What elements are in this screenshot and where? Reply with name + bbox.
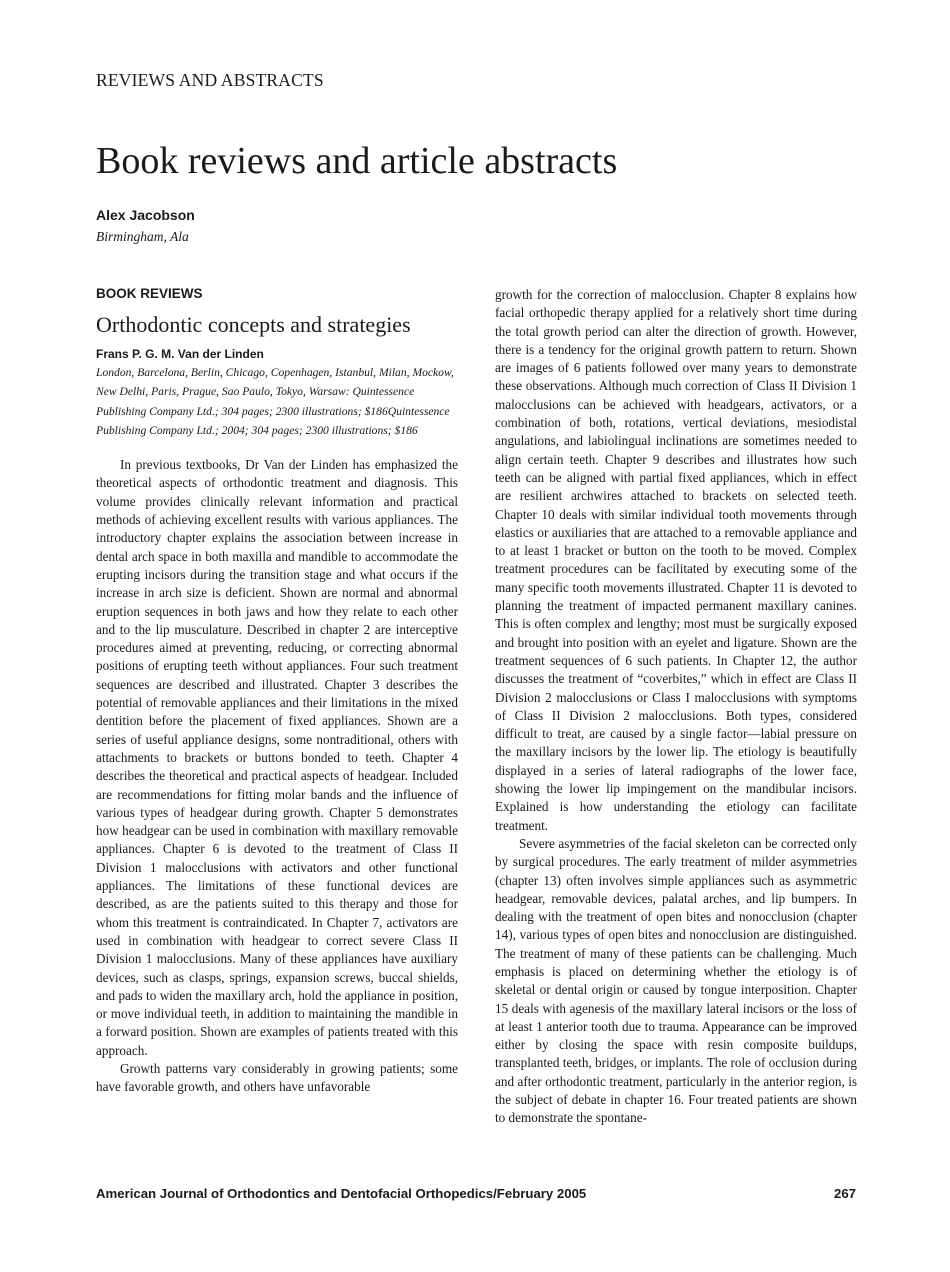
review-paragraph: Growth patterns vary considerably in growing patients; some have favorable growth, and others have unfavorable bbox=[96, 1060, 458, 1095]
right-column bbox=[495, 286, 857, 1128]
review-paragraph: In previous textbooks, Dr Van der Linden has emphasized the theoretical aspects of orthodontic treatment and diagnosis. This volume provides clinically relevant information and practical methods of achieving excellent results with various appliances. The introductory chapter explains the association between increase in dental arch space in both maxilla and mandible to accommodate the erupting incisors during the transition stage and what occurs if the increase in arch size is deficient. Shown are normal and abnormal eruption sequences in both jaws and how they relate to each other and to the lip musculature. Described in chapter 2 are interceptive procedures aimed at preventing, reducing, or correcting abnormal positions of erupting teeth without appliances. Four such treatment sequences are described and illustrated. Chapter 3 describes the potential of removable appliances and their limitations in the mixed dentition before the placement of fixed appliances. Shown are a series of useful appliance designs, some nontraditional, others with attachments to brackets or buttons bonded to teeth. Chapter 4 describes the theoretical and practical aspects of headgear. Included are recommendations for fitting molar bands and the influence of various types of headgear during growth. Chapter 5 demonstrates how headgear can be used in combination with maxillary removable appliances. Chapter 6 is devoted to the treatment of Class II Division 1 malocclusions with activators and other functional appliances. The limitations of these functional devices are described, as are the patients suited to this therapy and those for whom this treatment is contraindicated. In Chapter 7, activators are used in combination with headgear to correct severe Class II Division 1 malocclusions. Many of these appliances have auxiliary devices, such as clasps, springs, expansion screws, buccal shields, and pads to widen the maxillary arch, hold the appliance in position, or move individual teeth, in addition to maintaining the mandible in a forward position. Shown are examples of patients treated with this approach. bbox=[96, 457, 458, 1058]
review-paragraph: Severe asymmetries of the facial skeleton can be corrected only by surgical procedures. The early treatment of milder asymmetries (chapter 13) often involves simple appliances such as asymmetric headgear, removable devices, palatal arches, and lip bumpers. In dealing with the treatment of open bites and nonocclusion (chapter 14), various types of open bites and nonocclusion are distinguished. The treatment of many of these patients can be challenging. Much emphasis is placed on determining whether the etiology is of skeletal or dental origin or caused by tongue interposition. Chapter 15 deals with agenesis of the maxillary lateral incisors or the loss of at least 1 anterior tooth due to trauma. Appearance can be improved either by closing the space with resin composite buildups, transplanted teeth, bridges, or implants. The role of occlusion during and after orthodontic treatment, particularly in the anterior region, is the subject of debate in chapter 16. Four treated patients are shown to demonstrate the spontane- bbox=[495, 835, 857, 1126]
page-title: Book reviews and article abstracts bbox=[96, 140, 618, 182]
author-affiliation: Birmingham, Ala bbox=[96, 229, 189, 244]
section-label: REVIEWS AND ABSTRACTS bbox=[96, 70, 324, 90]
publication-info: London, Barcelona, Berlin, Chicago, Copenhagen, Istanbul, Milan, Mockow, New Delhi, Paris, Prague, Sao Paulo, Tokyo, Warsaw: Quintessence Publishing Company Ltd.; 304 pages; 2300 illustrations; $186Quintessence Publishing Company Ltd.; 2004; 304 pages; 2300 illustrations; $186 bbox=[96, 366, 454, 437]
book-reviews-heading: BOOK REVIEWS bbox=[96, 286, 203, 301]
page-number: 267 bbox=[833, 1186, 856, 1201]
book-author: Frans P. G. M. Van der Linden bbox=[96, 347, 264, 361]
review-paragraph: growth for the correction of malocclusion. Chapter 8 explains how facial orthopedic therapy applied for a relatively short time during the total growth period can alter the direction of growth. However, there is a tendency for the original growth pattern to return. Shown are images of 6 patients followed over many years to demonstrate these observations. Although much correction of Class II Division 1 malocclusions can be achieved with headgears, activators, or a combination of both, rotations, vertical deviations, mesiodistal angulations, and labiolingual inclinations are sometimes needed to align certain teeth. Chapter 9 describes and illustrates how such teeth can be aligned with partial fixed appliances, which in effect are resilient archwires attached to brackets on selected teeth. Chapter 10 deals with similar individual tooth movements through elastics or auxiliaries that are attached to a removable appliance and to at least 1 bracket or button on the tooth to be moved. Complex treatment procedures can be facilitated by executing some of the many specific tooth movements illustrated. Chapter 11 is devoted to planning the treatment of impacted permanent maxillary canines. This is often complex and lengthy; most must be surgically exposed and brought into position with an eyelet and ligature. Shown are the treatment sequences of 6 such patients. In Chapter 12, the author discusses the treatment of “coverbites,” which in effect are Class II Division 2 malocclusions or Class I malocclusions with symptoms of Class II Division 2 malocclusions. Both types, considered difficult to treat, are caused by a single factor—labial pressure on the maxillary incisors by the lower lip. The etiology is beautifully displayed in a series of lateral radiographs of the lower face, showing the lower lip impingement on the mandibular incisors. Explained is how understanding the etiology can facilitate treatment. bbox=[495, 287, 857, 833]
journal-citation: American Journal of Orthodontics and Dentofacial Orthopedics/February 2005 bbox=[96, 1186, 587, 1201]
author-name: Alex Jacobson bbox=[96, 207, 195, 223]
book-title: Orthodontic concepts and strategies bbox=[96, 312, 411, 337]
left-column bbox=[96, 286, 458, 1097]
